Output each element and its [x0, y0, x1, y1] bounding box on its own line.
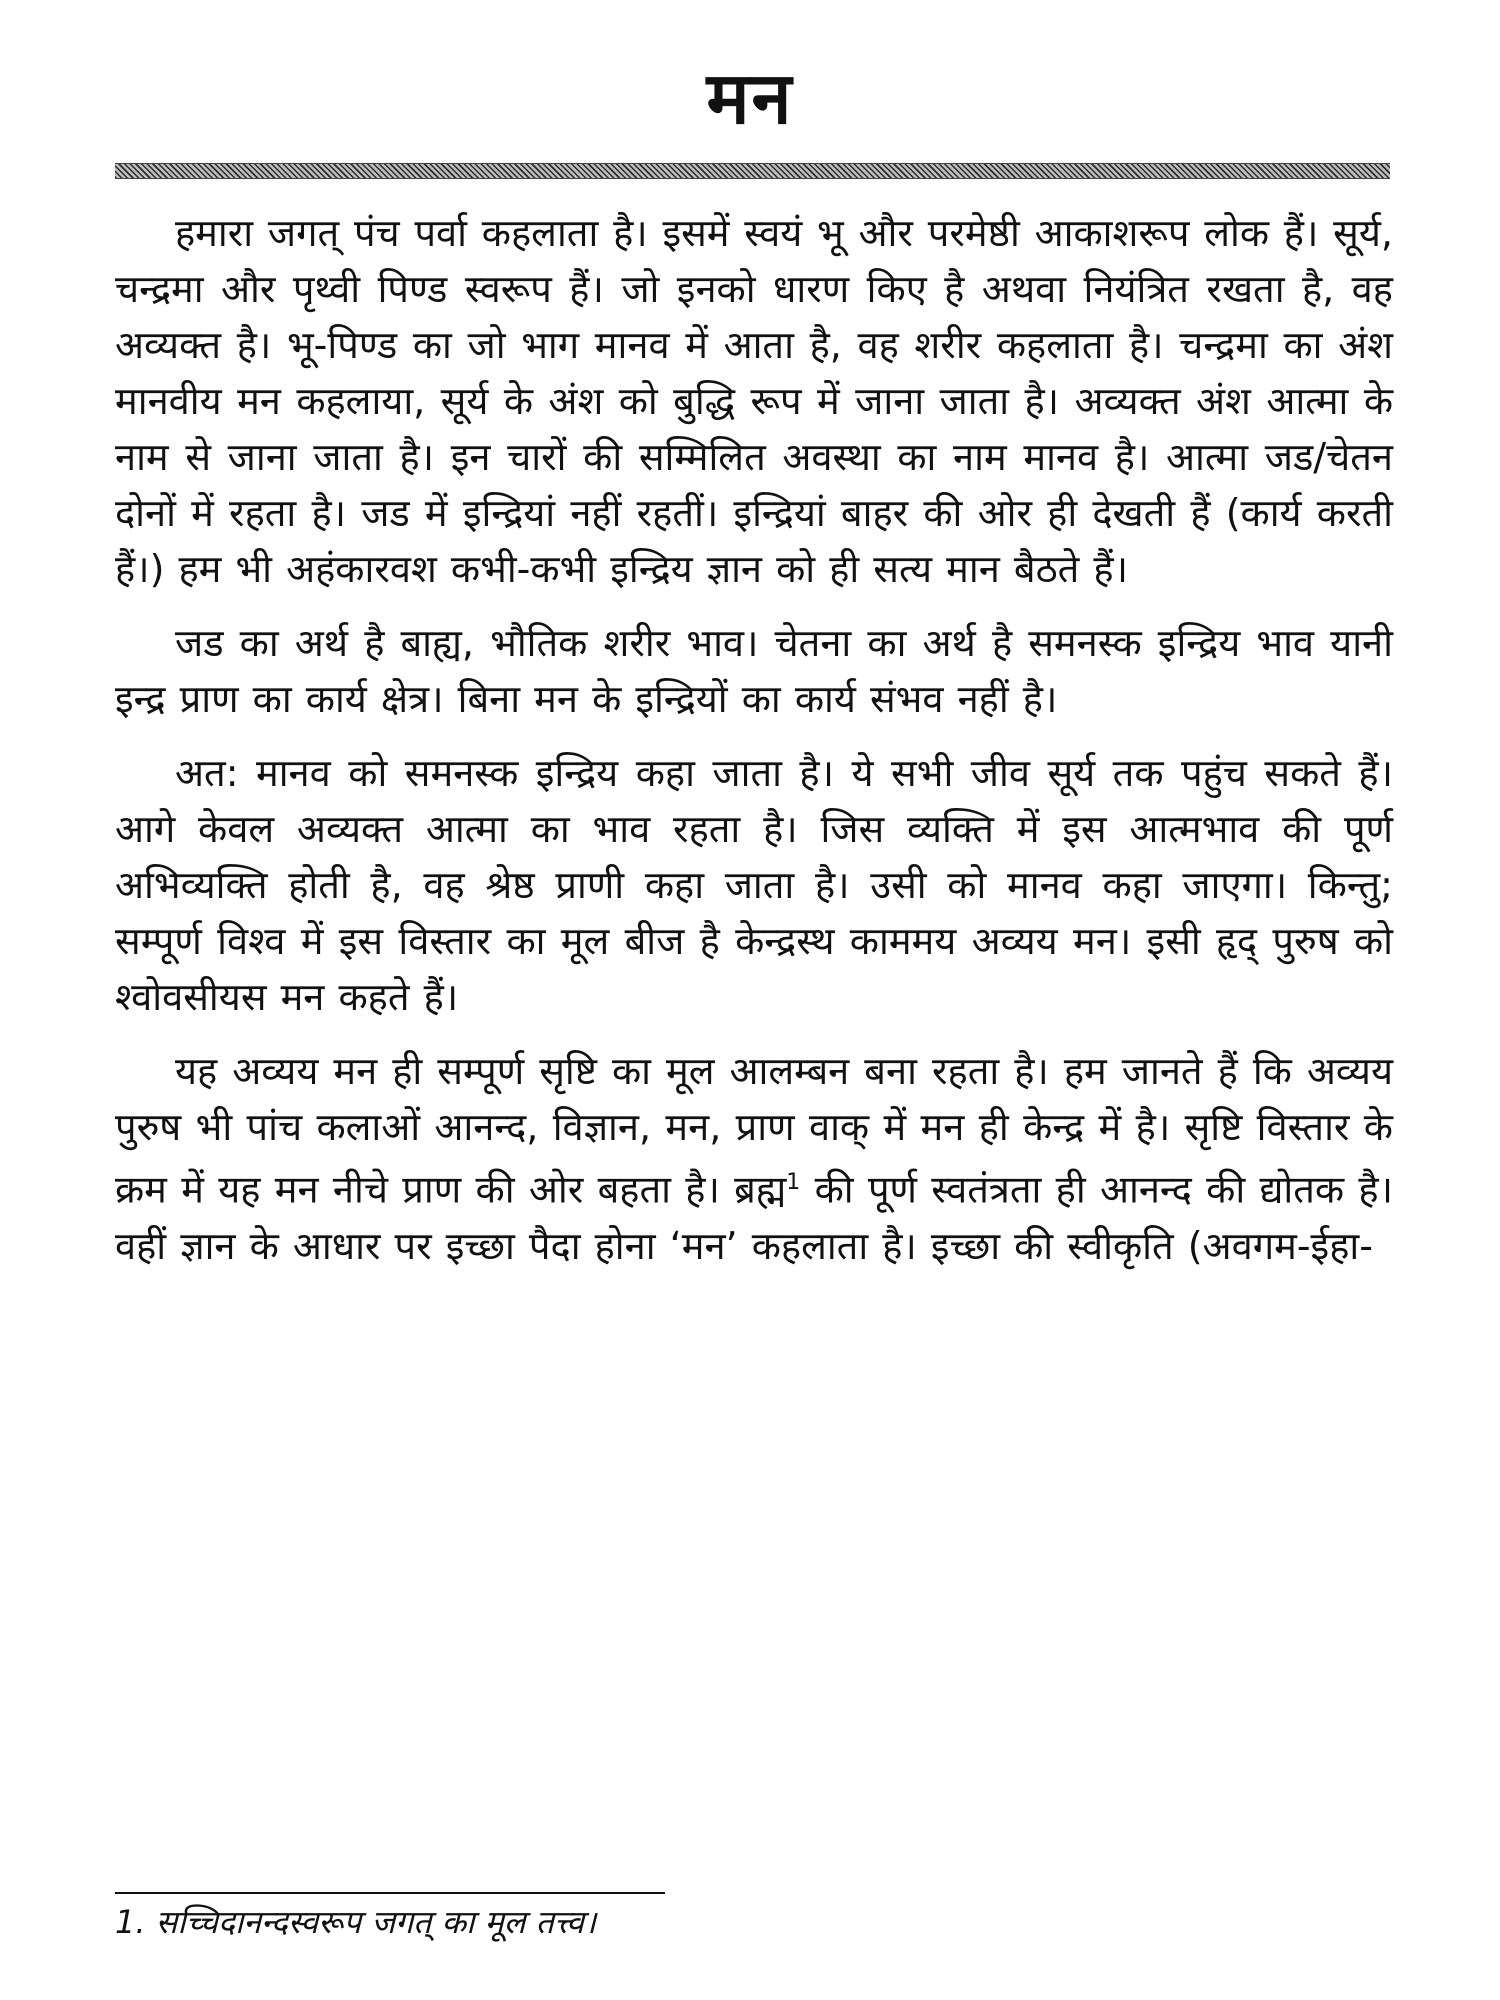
paragraph-2: जड का अर्थ है बाह्य, भौतिक शरीर भाव। चेतना का अर्थ है समनस्क इन्द्रिय भाव यानी इन्द्र प्राण का कार्य क्षेत्र। बिना मन के इन्द्रियों का कार्य संभव नहीं है।: [115, 621, 1393, 721]
footnote-reference-mark: 1: [786, 1170, 801, 1195]
footnote: 1. सच्चिदानन्दस्वरूप जगत् का मूल तत्त्व।: [115, 1903, 597, 1941]
paragraph-1: हमारा जगत् पंच पर्वा कहलाता है। इसमें स्वयं भू और परमेष्ठी आकाशरूप लोक हैं। सूर्य, चन्द्रमा और पृथ्वी पिण्ड स्वरूप हैं। जो इनको धारण किए है अथवा नियंत्रित रखता है, वह अव्यक्त है। भू-पिण्ड का जो भाग मानव में आता है, वह शरीर कहलाता है। चन्द्रमा का अंश मानवीय मन कहलाया, सूर्य के अंश को बुद्धि रूप में जाना जाता है। अव्यक्त अंश आत्मा के नाम से जाना जाता है। इन चारों की सम्मिलित अवस्था का नाम मानव है। आत्मा जड/चेतन दोनों में रहता है। जड में इन्द्रियां नहीं रहतीं। इन्द्रियां बाहर की ओर ही देखती हैं (कार्य करती हैं।) हम भी अहंकारवश कभी-कभी इन्द्रिय ज्ञान को ही सत्य मान बैठते हैं।: [115, 211, 1393, 591]
body-text: [115, 205, 1393, 1292]
paragraph-4: [115, 1043, 1393, 1274]
paragraph-3: अत: मानव को समनस्क इन्द्रिय कहा जाता है। ये सभी जीव सूर्य तक पहुंच सकते हैं। आगे केवल अव्यक्त आत्मा का भाव रहता है। जिस व्यक्ति में इस आत्मभाव की पूर्ण अभिव्यक्ति होती है, वह श्रेष्ठ प्राणी कहा जाता है। उसी को मानव कहा जाएगा। किन्तु; सम्पूर्ण विश्व में इस विस्तार का मूल बीज है केन्द्रस्थ काममय अव्यय मन। इसी हृद् पुरुष को श्वोवसीयस मन कहते हैं।: [115, 751, 1393, 1019]
paragraph-4-part-1: यह अव्यय मन ही सम्पूर्ण सृष्टि का मूल आलम्बन बना रहता है। हम जानते हैं कि अव्यय पुरुष भी पांच कलाओं आनन्द, विज्ञान, मन, प्राण वाक् में मन ही केन्द्र में है। सृष्टि विस्तार के क्रम में यह मन नीचे प्राण की ओर बहता है। ब्रह्म: [115, 1049, 1393, 1212]
paragraph-4-part-2: की पूर्ण स्वतंत्रता ही आनन्द की द्योतक है। वहीं ज्ञान के आधार पर इच्छा पैदा होना ‘मन’ कहलाता है। इच्छा की स्वीकृति (अवगम-ईहा-: [115, 1167, 1393, 1268]
chapter-title: मन: [706, 56, 794, 140]
title-divider: [115, 163, 1390, 179]
footnote-divider: [115, 1892, 665, 1894]
